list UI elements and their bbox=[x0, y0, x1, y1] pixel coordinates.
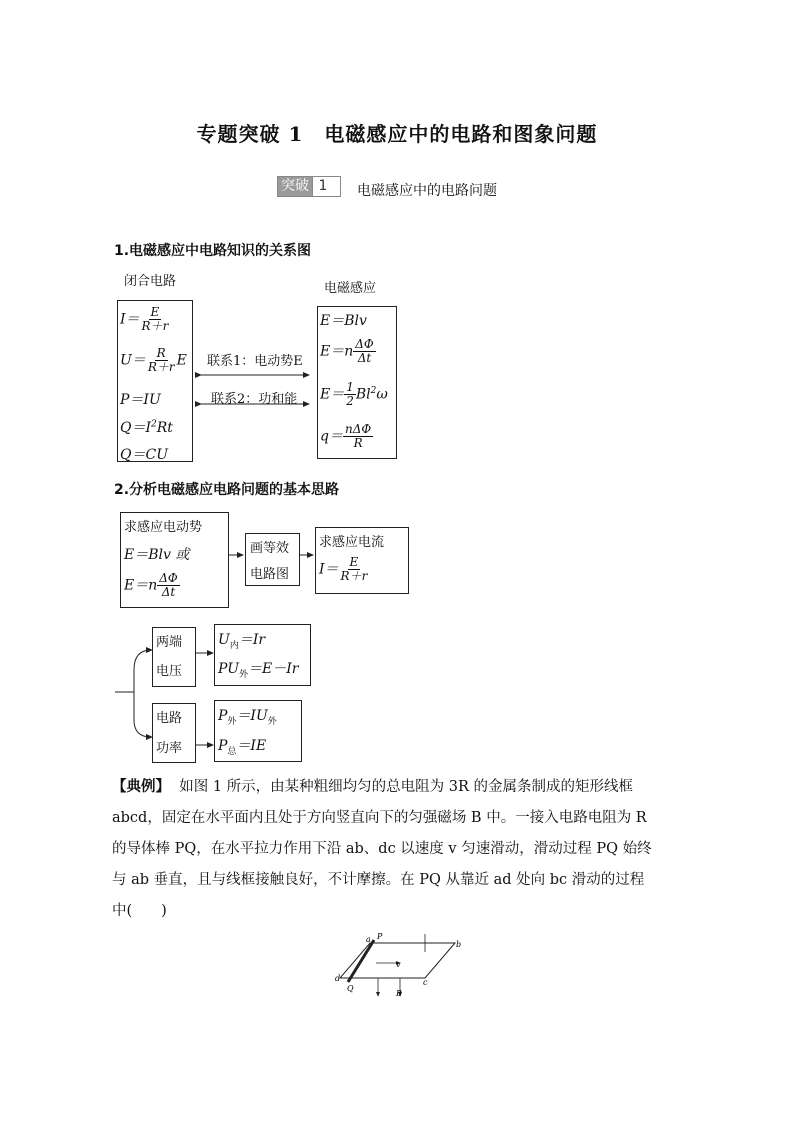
terminal-voltage-label1: 两端 bbox=[156, 635, 183, 650]
vertex-d-label: d bbox=[335, 974, 341, 983]
tag-number: 1 bbox=[312, 177, 333, 196]
current-box-formula: I＝ $\frac{E}{R+r}$ bbox=[319, 555, 368, 583]
section1-heading: 1.电磁感应中电路知识的关系图 bbox=[114, 243, 312, 259]
equivalent-circuit-box bbox=[245, 533, 300, 586]
link2-label: 联系2：功和能 bbox=[211, 392, 298, 407]
terminal-voltage-box bbox=[152, 627, 196, 687]
section-tag bbox=[277, 176, 341, 197]
equiv-line1: 画等效 bbox=[250, 541, 290, 556]
current-box-title: 求感应电流 bbox=[319, 535, 385, 550]
terminal-voltage-label2: 电压 bbox=[156, 664, 183, 679]
formula-emf-faraday: E＝n $\frac{\Delta\Phi}{\Delta t}$ bbox=[320, 337, 374, 365]
circuit-power-box bbox=[152, 703, 196, 763]
formula-heat: $Q=I^2Rt$ bbox=[120, 419, 173, 436]
formula-current: I＝ $\frac{E}{R+r}$ bbox=[120, 305, 169, 333]
formula-emf-rotating: E＝ $\frac{1}{2}$ Bl$^2$ω bbox=[320, 380, 388, 408]
circuit-power-label1: 电路 bbox=[156, 711, 183, 726]
example-line2: abcd，固定在水平面内且处于方向竖直向下的匀强磁场 B 中。一接入电路电阻为 R bbox=[112, 810, 647, 826]
formula-charge-flux: q＝ $\frac{\text{nΔΦ}}{R}$ bbox=[320, 422, 372, 450]
vertex-a-label: a bbox=[366, 935, 371, 944]
formula-charge-c: Q＝CU bbox=[120, 447, 168, 463]
formula-voltage: U＝ $\frac{R}{R+r}$ E bbox=[120, 346, 187, 374]
power-formulas-box bbox=[214, 700, 302, 762]
example-problem bbox=[112, 772, 686, 927]
current-box bbox=[315, 527, 409, 594]
rod-q-label: Q bbox=[347, 984, 354, 993]
magnetic-field-label: B bbox=[396, 989, 402, 998]
em-induction-box bbox=[317, 306, 397, 459]
vertex-c-label: c bbox=[423, 978, 428, 987]
example-line1: 【典例】 如图 1 所示，由某种粗细均匀的总电阻为 3R 的金属条制成的矩形线框 bbox=[112, 779, 634, 795]
velocity-label: v bbox=[396, 960, 401, 969]
closed-circuit-label: 闭合电路 bbox=[124, 274, 177, 289]
equiv-line2: 电路图 bbox=[250, 567, 290, 582]
page-title: 专题突破 1 电磁感应中的电路和图象问题 bbox=[196, 122, 598, 146]
example-line5: 中( ) bbox=[112, 903, 167, 919]
emf-box-title: 求感应电动势 bbox=[124, 520, 203, 535]
example-line3: 的导体棒 PQ，在水平拉力作用下沿 ab、dc 以速度 v 匀速滑动，滑动过程 PQ 始终 bbox=[112, 841, 652, 857]
example-tag: 【典例】 bbox=[112, 779, 170, 795]
em-induction-label: 电磁感应 bbox=[324, 281, 377, 296]
formula-internal-voltage: $U_内=Ir$ bbox=[218, 632, 266, 651]
formula-emf-motional: E＝Blv bbox=[320, 313, 367, 329]
section-subtitle: 电磁感应中的电路问题 bbox=[357, 183, 497, 199]
rod-p-label: P bbox=[377, 932, 383, 941]
example-line4: 与 ab 垂直，且与线框接触良好，不计摩擦。在 PQ 从靠近 ad 处向 bc 滑动的过程 bbox=[112, 872, 645, 888]
voltage-formulas-box bbox=[214, 624, 311, 686]
formula-power: P＝IU bbox=[120, 392, 161, 408]
section2-heading: 2.分析电磁感应电路问题的基本思路 bbox=[114, 482, 340, 498]
emf-box bbox=[120, 512, 229, 608]
emf-box-line3: E＝n $\frac{\Delta\Phi}{\Delta t}$ bbox=[124, 571, 178, 599]
tag-label: 突破 bbox=[278, 177, 312, 196]
circuit-power-label2: 功率 bbox=[156, 741, 183, 756]
formula-external-power: $P_外=IU_外$ bbox=[218, 708, 277, 727]
formula-total-power: $P_总=IE$ bbox=[218, 738, 267, 757]
emf-box-line2: E＝Blv 或 bbox=[124, 547, 190, 563]
closed-circuit-box bbox=[117, 300, 193, 462]
rectangular-frame-figure bbox=[330, 930, 465, 1000]
vertex-b-label: b bbox=[456, 940, 462, 949]
link1-label: 联系1：电动势E bbox=[207, 354, 303, 369]
formula-external-voltage: $PU_外=E-Ir$ bbox=[218, 661, 299, 680]
